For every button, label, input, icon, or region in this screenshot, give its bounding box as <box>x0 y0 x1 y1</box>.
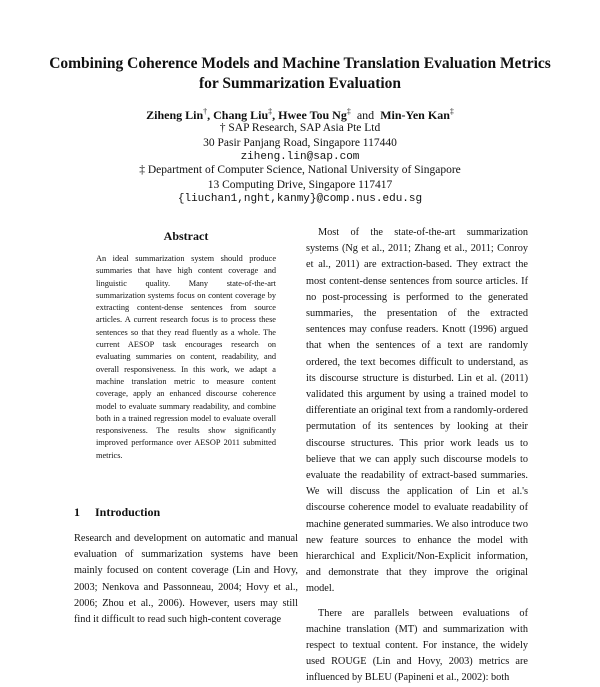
introduction-body <box>74 531 298 628</box>
section-title: Introduction <box>95 505 161 519</box>
author-conjunction: and <box>356 108 375 122</box>
introduction-paragraph: Research and development on automatic and manual evaluation of summarization systems have been mainly focused on content coverage (Lin and Hovy, 2003; Nenkova and Passonneau, 2004; Hovy et al., 2006; Zhou et al., 2006). However, users may still find it difficult to read such high-content coverage <box>74 533 298 626</box>
author-2-mark: ‡ <box>268 107 273 116</box>
author-2-name: Chang Liu <box>213 108 269 122</box>
right-paragraph-1: Most of the state-of-the-art summarization systems (Ng et al., 2011; Zhang et al., 2011; Conroy et al., 2011) are extraction-based. They extract the most content-dense sentences from source articles. If no post-processing is performed to the generated summaries, the presentation of the extracted sentences may confuse readers. Knott (1996) argued that when the sentences of a text are randomly ordered, the text becomes difficult to understand, as its discourse structure is disturbed. Lin et al. (2011) validated this argument by using a trained model to differentiate an original text from a randomly-ordered permutation of its sentences by looking at their discourse structures. This prior work leads us to believe that we can apply such discourse models to evaluate the readability of extract-based summaries. We will discuss the application of Lin et al.'s discourse coherence model to evaluate readability of machine generated summaries. We also introduce two new feature sources to enhance the model with hierarchical and Explicit/Non-Explicit information, and demonstrate that they improve the original model. <box>306 227 528 595</box>
affiliation-2-address: 13 Computing Drive, Singapore 117417 <box>207 178 393 191</box>
author-3-mark: ‡ <box>346 107 351 116</box>
affiliation-1-org: † SAP Research, SAP Asia Pte Ltd <box>219 122 381 134</box>
paper-title <box>40 54 560 94</box>
author-4-name: Min-Yen Kan <box>380 108 450 122</box>
abstract-heading: Abstract <box>163 229 209 243</box>
section-number: 1 <box>74 505 80 519</box>
section-heading <box>74 505 160 520</box>
title-line-2: for Summarization Evaluation <box>198 75 402 92</box>
right-paragraph-2: There are parallels between evaluations of machine translation (MT) and summarization with respect to textual content. For instance, the widely used ROUGE (Lin and Hovy, 2003) metrics are influenced by BLEU (Papineni et al., 2002): both <box>306 607 528 684</box>
author-1-mark: † <box>203 107 208 116</box>
affiliation-2-org: ‡ Department of Computer Science, National University of Singapore <box>139 164 461 176</box>
affiliation-1 <box>60 121 540 165</box>
author-3-name: Hwee Tou Ng <box>278 108 347 122</box>
author-1-name: Ziheng Lin <box>146 108 204 122</box>
author-list: Ziheng Lin†, Chang Liu‡, Hwee Tou Ng‡ and Min-Yen Kan‡ <box>146 107 454 122</box>
title-line-1: Combining Coherence Models and Machine Translation Evaluation Metrics <box>49 55 551 72</box>
affiliation-2-email[interactable]: {liuchan1,nght,kanmy}@comp.nus.edu.sg <box>177 193 423 205</box>
affiliation-2 <box>60 163 540 207</box>
right-column-body <box>306 225 528 687</box>
abstract-text: An ideal summarization system should produce summaries that have high content coverage and linguistic quality. Many state-of-the-art summarization systems focus on content coverage by extracting content-dense sentences from source articles. A current research focus is to process these sentences so that they read fluently as a whole. The current AESOP task encourages research on evaluating summaries on content, readability, and overall responsiveness. In this work, we adapt a machine translation metric to measure content coverage, apply an enhanced discourse coherence model to evaluate summary readability, and combine both in a trained regression model to evaluate overall responsiveness. The results show significantly improved performance over AESOP 2011 submitted metrics. <box>96 254 276 460</box>
affiliation-1-email[interactable]: ziheng.lin@sap.com <box>240 151 360 163</box>
author-4-mark: ‡ <box>449 107 454 116</box>
affiliation-1-address: 30 Pasir Panjang Road, Singapore 117440 <box>203 136 397 149</box>
